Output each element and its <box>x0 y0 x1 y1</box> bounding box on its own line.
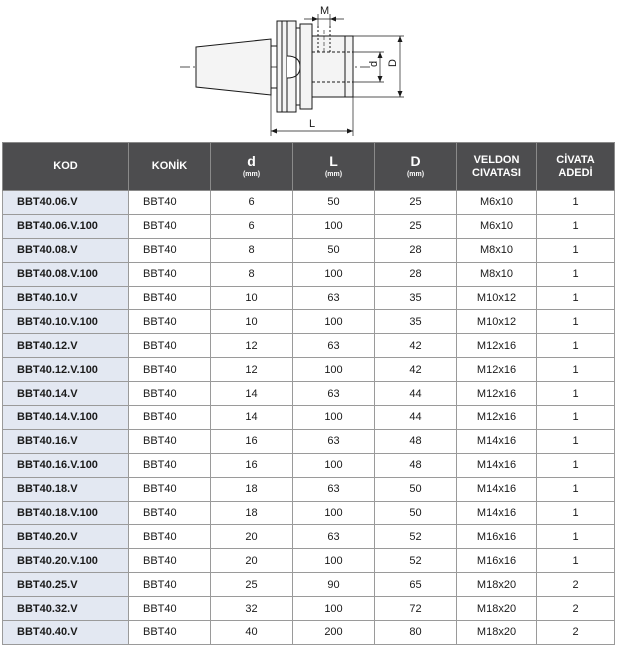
cell-d: 16 <box>211 453 293 477</box>
cell-kod: BBT40.10.V <box>3 286 129 310</box>
table-row <box>3 286 615 310</box>
spec-table <box>2 142 615 645</box>
table-row <box>3 549 615 573</box>
cell-D: 28 <box>375 262 457 286</box>
cell-adet: 1 <box>537 334 615 358</box>
cell-veldon: M8x10 <box>457 262 537 286</box>
cell-kod: BBT40.18.V.100 <box>3 501 129 525</box>
cell-kod: BBT40.25.V <box>3 573 129 597</box>
table-row <box>3 501 615 525</box>
flange-key <box>287 56 300 78</box>
cell-kod: BBT40.16.V.100 <box>3 453 129 477</box>
cell-veldon: M18x20 <box>457 621 537 645</box>
table-row <box>3 453 615 477</box>
cell-L: 63 <box>293 382 375 406</box>
table-row <box>3 334 615 358</box>
cell-d: 12 <box>211 358 293 382</box>
cell-adet: 1 <box>537 191 615 215</box>
table-row <box>3 382 615 406</box>
table-header-row <box>3 143 615 191</box>
cell-L: 63 <box>293 334 375 358</box>
cell-veldon: M12x16 <box>457 358 537 382</box>
cell-konik: BBT40 <box>129 238 211 262</box>
cell-d: 10 <box>211 310 293 334</box>
cell-D: 44 <box>375 406 457 430</box>
cell-adet: 1 <box>537 238 615 262</box>
cell-konik: BBT40 <box>129 191 211 215</box>
table-row <box>3 358 615 382</box>
header-veldon: VELDON CIVATASI <box>457 143 537 191</box>
cell-kod: BBT40.06.V <box>3 191 129 215</box>
table-row <box>3 406 615 430</box>
cell-veldon: M16x16 <box>457 525 537 549</box>
cell-kod: BBT40.08.V <box>3 238 129 262</box>
cell-veldon: M14x16 <box>457 501 537 525</box>
cell-kod: BBT40.32.V <box>3 597 129 621</box>
cell-veldon: M8x10 <box>457 238 537 262</box>
cell-D: 52 <box>375 549 457 573</box>
cell-d: 20 <box>211 549 293 573</box>
cell-D: 35 <box>375 286 457 310</box>
cell-D: 48 <box>375 429 457 453</box>
cell-konik: BBT40 <box>129 286 211 310</box>
cell-konik: BBT40 <box>129 214 211 238</box>
cell-d: 6 <box>211 214 293 238</box>
cell-veldon: M18x20 <box>457 597 537 621</box>
dim-label-d: d <box>368 60 380 67</box>
table-row <box>3 262 615 286</box>
table-row <box>3 310 615 334</box>
cell-D: 25 <box>375 214 457 238</box>
dim-label-M: M <box>320 5 330 17</box>
cell-L: 100 <box>293 501 375 525</box>
cell-adet: 1 <box>537 214 615 238</box>
cell-d: 10 <box>211 286 293 310</box>
cell-kod: BBT40.14.V.100 <box>3 406 129 430</box>
cell-D: 35 <box>375 310 457 334</box>
cell-D: 28 <box>375 238 457 262</box>
cell-adet: 1 <box>537 358 615 382</box>
header-L: L (mm) <box>293 143 375 191</box>
cell-D: 72 <box>375 597 457 621</box>
cell-konik: BBT40 <box>129 310 211 334</box>
cell-L: 100 <box>293 358 375 382</box>
cell-kod: BBT40.40.V <box>3 621 129 645</box>
cell-adet: 1 <box>537 310 615 334</box>
table-row <box>3 525 615 549</box>
dim-label-D: D <box>387 59 399 67</box>
cell-adet: 1 <box>537 525 615 549</box>
cell-konik: BBT40 <box>129 406 211 430</box>
header-d: d (mm) <box>211 143 293 191</box>
cell-L: 63 <box>293 525 375 549</box>
holder-body <box>312 36 353 97</box>
cell-d: 20 <box>211 525 293 549</box>
cell-kod: BBT40.18.V <box>3 477 129 501</box>
cell-konik: BBT40 <box>129 525 211 549</box>
cell-konik: BBT40 <box>129 429 211 453</box>
cell-konik: BBT40 <box>129 358 211 382</box>
cell-veldon: M6x10 <box>457 191 537 215</box>
cell-kod: BBT40.12.V.100 <box>3 358 129 382</box>
table-row <box>3 429 615 453</box>
dim-label-L: L <box>309 118 316 130</box>
cell-veldon: M14x16 <box>457 477 537 501</box>
cell-d: 14 <box>211 406 293 430</box>
table-row <box>3 597 615 621</box>
cell-L: 50 <box>293 238 375 262</box>
cell-d: 40 <box>211 621 293 645</box>
cell-adet: 1 <box>537 286 615 310</box>
cell-kod: BBT40.16.V <box>3 429 129 453</box>
cell-D: 52 <box>375 525 457 549</box>
cell-adet: 1 <box>537 549 615 573</box>
cell-kod: BBT40.14.V <box>3 382 129 406</box>
cell-L: 100 <box>293 262 375 286</box>
cell-veldon: M12x16 <box>457 382 537 406</box>
cell-adet: 1 <box>537 477 615 501</box>
cell-adet: 1 <box>537 453 615 477</box>
cell-L: 90 <box>293 573 375 597</box>
cell-kod: BBT40.20.V <box>3 525 129 549</box>
cell-L: 63 <box>293 477 375 501</box>
cell-D: 42 <box>375 334 457 358</box>
table-row <box>3 573 615 597</box>
cell-konik: BBT40 <box>129 549 211 573</box>
cell-D: 50 <box>375 477 457 501</box>
table-row <box>3 238 615 262</box>
cell-D: 80 <box>375 621 457 645</box>
cell-adet: 1 <box>537 429 615 453</box>
taper-cone <box>196 39 271 95</box>
header-D: D (mm) <box>375 143 457 191</box>
table-row <box>3 191 615 215</box>
cell-L: 63 <box>293 429 375 453</box>
cell-konik: BBT40 <box>129 621 211 645</box>
table-row <box>3 621 615 645</box>
cell-veldon: M6x10 <box>457 214 537 238</box>
cell-veldon: M10x12 <box>457 286 537 310</box>
cell-konik: BBT40 <box>129 382 211 406</box>
cell-d: 25 <box>211 573 293 597</box>
cell-adet: 2 <box>537 621 615 645</box>
cell-veldon: M16x16 <box>457 549 537 573</box>
cell-adet: 1 <box>537 406 615 430</box>
cell-L: 100 <box>293 406 375 430</box>
cell-L: 100 <box>293 310 375 334</box>
cell-d: 8 <box>211 238 293 262</box>
cell-L: 100 <box>293 453 375 477</box>
table-row <box>3 477 615 501</box>
cell-kod: BBT40.10.V.100 <box>3 310 129 334</box>
cell-D: 42 <box>375 358 457 382</box>
cell-D: 48 <box>375 453 457 477</box>
cell-kod: BBT40.20.V.100 <box>3 549 129 573</box>
cell-D: 25 <box>375 191 457 215</box>
cell-konik: BBT40 <box>129 453 211 477</box>
cell-d: 12 <box>211 334 293 358</box>
cell-d: 32 <box>211 597 293 621</box>
cell-kod: BBT40.06.V.100 <box>3 214 129 238</box>
tool-holder-diagram <box>0 0 617 142</box>
cell-D: 50 <box>375 501 457 525</box>
cell-adet: 1 <box>537 382 615 406</box>
cell-d: 6 <box>211 191 293 215</box>
cell-adet: 1 <box>537 501 615 525</box>
cell-L: 200 <box>293 621 375 645</box>
cell-veldon: M14x16 <box>457 429 537 453</box>
header-konik: KONİK <box>129 143 211 191</box>
cell-kod: BBT40.12.V <box>3 334 129 358</box>
header-civata-adedi: CİVATA ADEDİ <box>537 143 615 191</box>
cell-veldon: M14x16 <box>457 453 537 477</box>
cell-adet: 2 <box>537 597 615 621</box>
cell-D: 65 <box>375 573 457 597</box>
cell-adet: 1 <box>537 262 615 286</box>
cell-d: 16 <box>211 429 293 453</box>
table-body <box>3 191 615 645</box>
cell-L: 100 <box>293 597 375 621</box>
cell-d: 8 <box>211 262 293 286</box>
cell-D: 44 <box>375 382 457 406</box>
cell-d: 18 <box>211 501 293 525</box>
header-kod: KOD <box>3 143 129 191</box>
cell-konik: BBT40 <box>129 262 211 286</box>
cell-L: 100 <box>293 214 375 238</box>
table-row <box>3 214 615 238</box>
cell-konik: BBT40 <box>129 573 211 597</box>
cell-konik: BBT40 <box>129 501 211 525</box>
cell-konik: BBT40 <box>129 477 211 501</box>
cell-d: 18 <box>211 477 293 501</box>
cell-L: 100 <box>293 549 375 573</box>
cell-d: 14 <box>211 382 293 406</box>
cell-L: 63 <box>293 286 375 310</box>
cell-konik: BBT40 <box>129 597 211 621</box>
cell-veldon: M10x12 <box>457 310 537 334</box>
cell-adet: 2 <box>537 573 615 597</box>
cell-kod: BBT40.08.V.100 <box>3 262 129 286</box>
cell-veldon: M12x16 <box>457 406 537 430</box>
cell-konik: BBT40 <box>129 334 211 358</box>
cell-veldon: M18x20 <box>457 573 537 597</box>
cell-L: 50 <box>293 191 375 215</box>
cell-veldon: M12x16 <box>457 334 537 358</box>
